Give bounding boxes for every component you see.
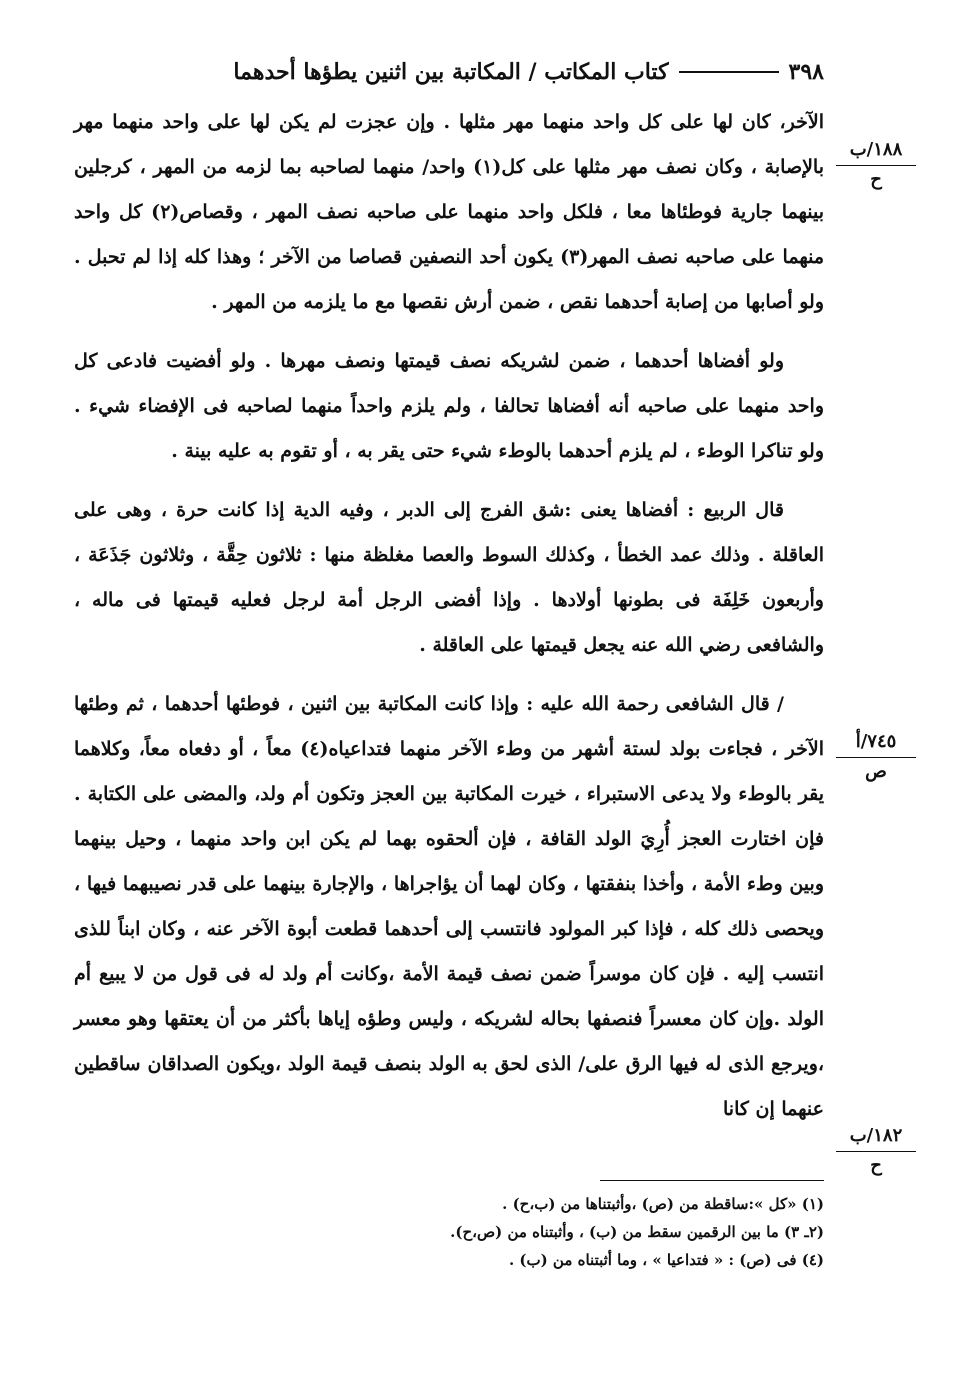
margin-note-folio-3 xyxy=(836,1124,916,1178)
footnote-divider xyxy=(600,1180,824,1181)
margin-note-folio: ١٨٢/ب xyxy=(836,1124,916,1152)
paragraph: ولو أفضاها أحدهما ، ضمن لشريكه نصف قيمتها ونصف مهرها . ولو أفضيت فادعى كل واحد منهما على صاحبه أنه أفضاها تحالفا ، ولم يلزم واحداً منهما لصاحبه فى الإفضاء شيء . ولو تناكرا الوطء ، لم يلزم أحدهما بالوطء شيء حتى يقر به ، أو تقوم به عليه بينة . xyxy=(74,350,824,462)
page-number: ٣٩٨ xyxy=(788,59,824,85)
paragraph: / قال الشافعى رحمة الله عليه : وإذا كانت المكاتبة بين اثنين ، فوطئها أحدهما ، ثم وطئها الآخر ، فجاءت بولد لستة أشهر من وطء الآخر منهما فتداعياه(٤) معاً ، أو دفعاه معاً، وكلاهما يقر بالوطء ولا يدعى الاستبراء ، خيرت المكاتبة بين العجز وتكون أم ولد، والمضى على الكتابة . فإن اختارت العجز أُرِيَ الولد القافة ، فإن ألحقوه بهما لم يكن ابن واحد منهما ، وحيل بينهما وبين وطء الأمة ، وأخذا بنفقتها ، وكان لهما أن يؤاجراها ، والإجارة بينهما على قدر نصيبهما فيها ، ويحصى ذلك كله ، فإذا كبر المولود فانتسب إلى أحدهما قطعت أبوة الآخر عنه ، وكان ابناً للذى انتسب إليه . فإن كان موسراً ضمن نصف قيمة الأمة ،وكانت أم ولد له فى قول من لا يبيع أم الولد .وإن كان معسراً فنصفها بحاله لشريكه ، وليس وطؤه إياها بأكثر من أن يعتقها وهو معسر ،ويرجع الذى له فيها الرق على/ الذى لحق به الولد بنصف قيمة الولد ،ويكون الصداقان ساقطين عنهما إن كانا xyxy=(74,693,824,1120)
margin-note-manuscript: ح xyxy=(870,169,882,190)
footnotes xyxy=(74,1190,824,1274)
paragraph: قال الربيع : أفضاها يعنى :شق الفرج إلى الدبر ، وفيه الدية إذا كانت حرة ، وهى على العاقلة . وذلك عمد الخطأ ، وكذلك السوط والعصا مغلظة منها : ثلاثون حِقَّة ، وثلاثون جَذَعَة ، وأربعون خَلِفَة فى بطونها أولادها . وإذا أفضى الرجل أمة لرجل فعليه قيمتها فى ماله ، والشافعى رضي الله عنه يجعل قيمتها على العاقلة . xyxy=(74,499,824,656)
footnote: (٤) فى (ص) : « فتداعيا » ، وما أثبتناه من (ب) . xyxy=(508,1251,824,1269)
header-rule xyxy=(679,71,779,73)
margin-note-manuscript: ح xyxy=(870,1155,882,1176)
paragraph: الآخر، كان لها على كل واحد منهما مهر مثلها . وإن عجزت لم يكن لها على واحد منهما مهر بالإصابة ، وكان نصف مهر مثلها على كل(١) واحد/ منهما لصاحبه بما لزمه من المهر ، كرجلين بينهما جارية فوطئاها معا ، فلكل واحد منهما على صاحبه نصف المهر ، وقصاص(٢) كل واحد منهما على صاحبه نصف المهر(٣) يكون أحد النصفين قصاصا من الآخر ؛ وهذا كله إذا لم تحبل . ولو أصابها من إصابة أحدهما نقص ، ضمن أرش نقصها مع ما يلزمه من المهر . xyxy=(74,111,825,313)
running-title: كتاب المكاتب / المكاتبة بين اثنين يطؤها أحدهما xyxy=(233,59,669,85)
margin-note-manuscript: ص xyxy=(865,761,887,782)
margin-note-folio-2 xyxy=(836,730,916,784)
margin-note-folio: ١٨٨/ب xyxy=(836,138,916,166)
margin-note-folio-1 xyxy=(836,138,916,192)
margin-note-folio: ٧٤٥/أ xyxy=(836,730,916,758)
main-text xyxy=(74,100,824,1146)
page-header xyxy=(74,52,824,92)
footnote: (٢ـ ٣) ما بين الرقمين سقط من (ب) ، وأثبتناه من (ص،ح). xyxy=(450,1223,824,1241)
footnote: (١) «كل »:ساقطة من (ص) ،وأثبتناها من (ب،ح) . xyxy=(502,1195,824,1213)
